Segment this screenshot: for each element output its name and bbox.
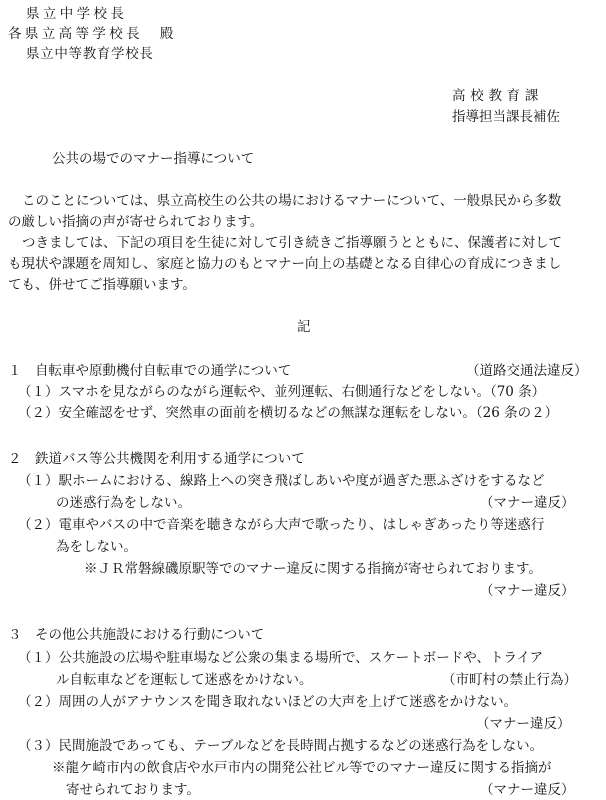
section-3-item-2-tag: （マナー違反） <box>476 716 571 732</box>
section-3-heading: ３ その他公共施設における行動について <box>8 627 265 643</box>
addressee-secondary-school: 県立中等教育学校長 <box>26 46 154 62</box>
section-3-item-1-tag: （市町村の禁止行為） <box>442 672 577 688</box>
ki-marker: 記 <box>297 319 311 335</box>
section-2-note: ※ＪＲ常磐線磯原駅等でのマナー違反に関する指摘が寄せられております。 <box>84 561 542 577</box>
section-2-item-1-line-2: の迷惑行為をしない。 <box>56 495 191 511</box>
body-p2-line3: ても、併せてご指導願います。 <box>8 277 196 293</box>
section-1-item-1: （１）スマホを見ながらのながら運転や、並列運転、右側通行などをしない。（70 条） <box>18 384 546 400</box>
section-1-law-tag: （道路交通法違反） <box>466 363 588 379</box>
section-2-note-tag: （マナー違反） <box>480 583 575 599</box>
section-2-item-1-line-1: （１）駅ホームにおける、線路上への突き飛ばしあいや度が過ぎた悪ふざけをするなど <box>18 473 545 489</box>
section-2-heading: ２ 鉄道バス等公共機関を利用する通学について <box>8 451 305 467</box>
body-p1-line2: の厳しい指摘の声が寄せられております。 <box>8 214 264 230</box>
addressee-high-school: 各県立高等学校長 殿 <box>8 26 177 42</box>
section-3-note-tag: （マナー違反） <box>480 782 575 798</box>
body-p2-line2: も現状や課題を周知し、家庭と協力のもとマナー向上の基礎となる自律心の育成につきまし <box>8 256 562 272</box>
section-3-note-line-2: 寄せられております。 <box>66 782 200 798</box>
section-2-item-2-line-2: 為をしない。 <box>56 539 137 555</box>
addressee-middle-school: 県立中学校長 <box>26 6 128 22</box>
sender-title: 指導担当課長補佐 <box>452 109 560 125</box>
section-2-item-1-tag: （マナー違反） <box>480 495 575 511</box>
body-p2-line1: つきましては、下記の項目を生徒に対して引き続きご指導願うとともに、保護者に対して <box>22 235 562 251</box>
sender-department: 高校教育課 <box>452 88 544 104</box>
section-1-item-2: （２）安全確認をせず、突然車の面前を横切るなどの無謀な運転をしない。（26 条の２） <box>18 405 559 421</box>
body-p1-line1: このことについては、県立高校生の公共の場におけるマナーについて、一般県民から多数 <box>22 193 562 209</box>
section-3-item-2: （２）周囲の人がアナウンスを聞き取れないほどの大声を上げて迷惑をかけない。 <box>18 694 518 710</box>
section-3-item-3: （３）民間施設であっても、テーブルなどを長時間占拠するなどの迷惑行為をしない。 <box>18 738 544 754</box>
section-2-item-2-line-1: （２）電車やバスの中で音楽を聴きながら大声で歌ったり、はしゃぎあったり等迷惑行 <box>18 517 545 533</box>
section-3-item-1-line-1: （１）公共施設の広場や駐車場など公衆の集まる場所で、スケートボードや、トライア <box>18 650 544 666</box>
section-3-item-1-line-2: ル自転車などを運転して迷惑をかけない。 <box>56 672 313 688</box>
section-1-heading: １ 自転車や原動機付自転車での通学について <box>8 363 292 379</box>
document-subject: 公共の場でのマナー指導について <box>52 151 255 167</box>
section-3-note-line-1: ※龍ケ崎市内の飲食店や水戸市内の開発公社ビル等でのマナー違反に関する指摘が <box>52 760 552 776</box>
